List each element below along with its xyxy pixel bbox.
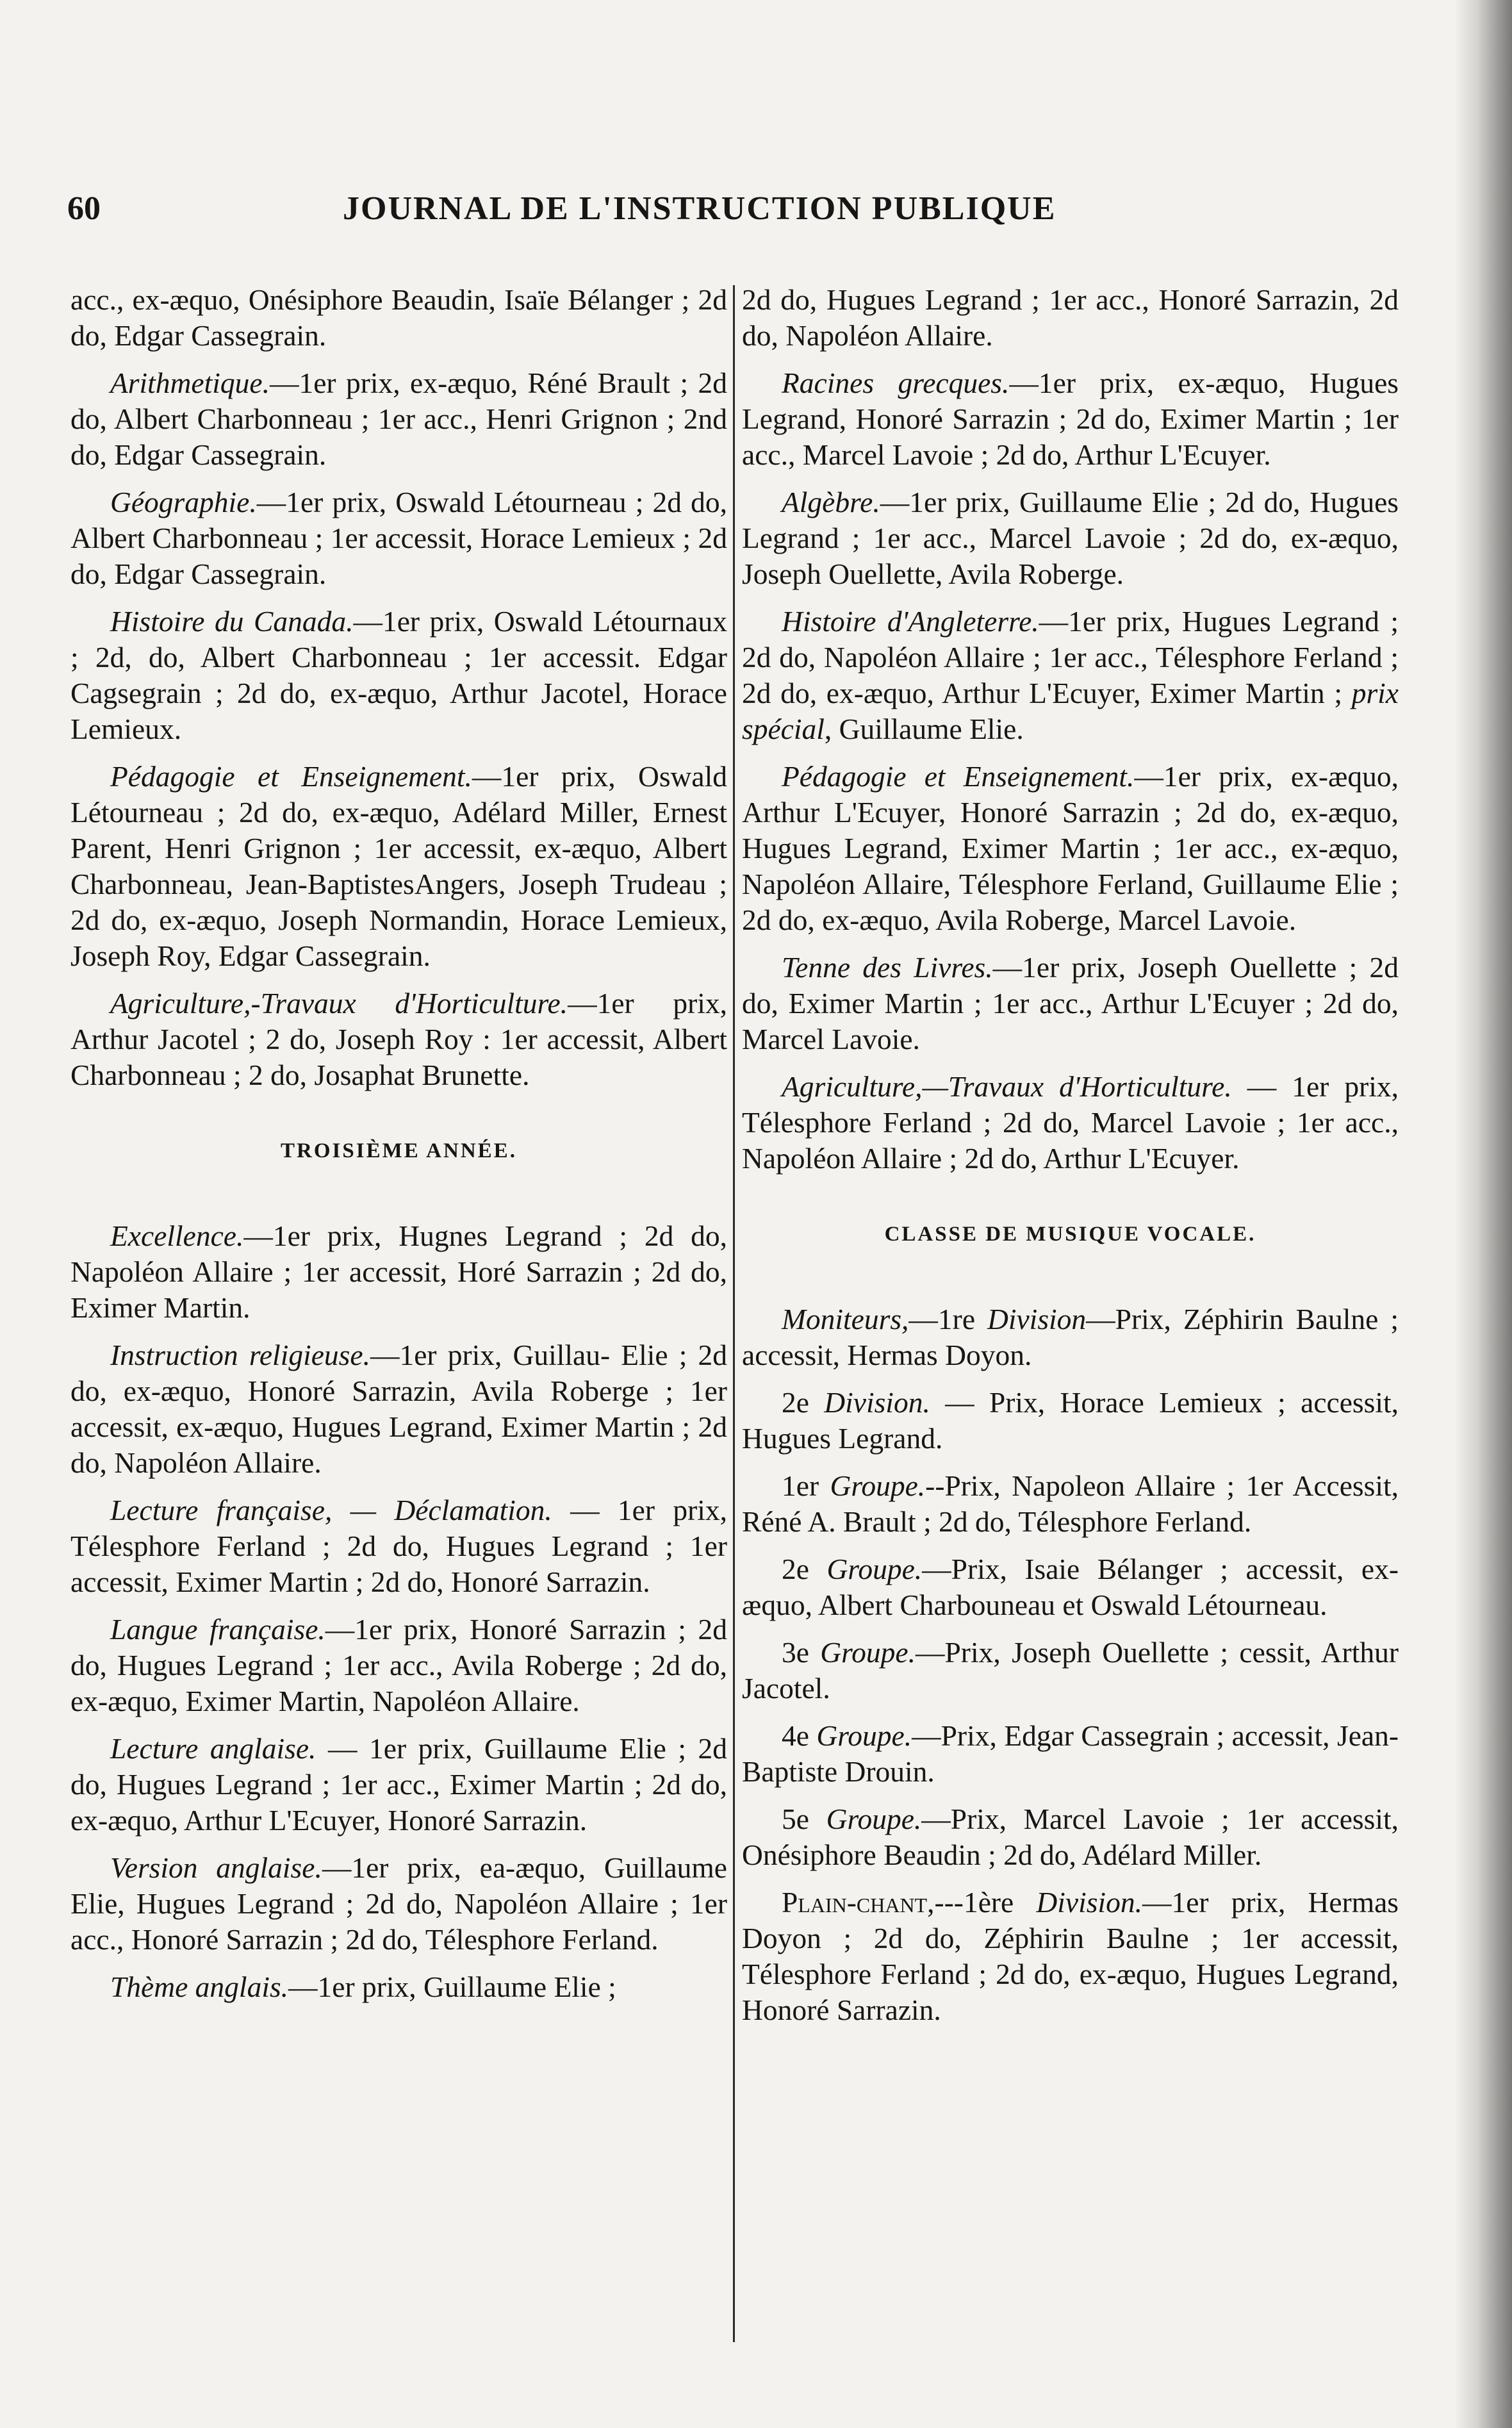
paragraph-text: —1er prix, Oswald Létournaux ; 2d, do, Albert Charbonneau ; 1er accessit. Edgar Cagsegrain ; 2d do, ex-æquo, Arthur Jacotel, Horace Lemieux. — [70, 605, 727, 745]
section-heading-troisieme: TROISIÈME ANNÉE. — [281, 1139, 517, 1162]
subject-title: Langue française. — [110, 1613, 325, 1646]
subject-title: Moniteurs, — [782, 1303, 909, 1335]
paragraph-text-mid: ---1ère — [934, 1886, 1037, 1919]
running-title: JOURNAL DE L'INSTRUCTION PUBLIQUE — [343, 190, 1056, 227]
paragraph-lead: Plain-chant, — [782, 1886, 935, 1919]
paragraph — [70, 1337, 727, 1481]
paragraph — [742, 1385, 1399, 1457]
paragraph-text: —Prix, Zéphirin Baulne ; accessit, Hermas Doyon. — [742, 1303, 1399, 1371]
paragraph — [742, 1301, 1399, 1373]
paragraph-text: —1er prix, Hugnes Legrand ; 2d do, Napoléon Allaire ; 1er accessit, Horé Sarrazin ; 2d do, Eximer Martin. — [70, 1219, 727, 1324]
scan-edge-shadow — [1454, 0, 1512, 2428]
paragraph-lead: 4e — [782, 1719, 817, 1752]
subject-title: Excellence. — [110, 1219, 244, 1252]
page-number: 60 — [67, 190, 101, 227]
paragraph-lead: 3e — [782, 1636, 821, 1669]
paragraph — [742, 1468, 1399, 1540]
paragraph-text: — 1er prix, Télesphore Ferland ; 2d do, Marcel Lavoie ; 1er acc., Napoléon Allaire ; 2d do, Arthur L'Ecuyer. — [742, 1070, 1399, 1175]
subject-title: Tenne des Livres. — [782, 951, 993, 984]
paragraph — [742, 1801, 1399, 1873]
paragraph — [70, 1218, 727, 1326]
paragraph-text: —1er prix, Arthur Jacotel ; 2 do, Joseph Roy : 1er accessit, Albert Charbonneau ; 2 do, Josaphat Brunette. — [70, 987, 727, 1091]
subject-title: Division. — [1036, 1886, 1142, 1919]
paragraph — [70, 759, 727, 974]
left-column — [70, 282, 727, 2017]
paragraph-text: acc., ex-æquo, Onésiphore Beaudin, Isaïe Bélanger ; 2d do, Edgar Cassegrain. — [70, 283, 727, 352]
subject-title: Groupe. — [830, 1469, 926, 1502]
paragraph — [742, 759, 1399, 938]
paragraph — [70, 1492, 727, 1600]
subject-title: Géographie. — [110, 486, 257, 518]
subject-title: Lecture française, — Déclamation. — [110, 1494, 552, 1526]
paragraph-text: —Prix, Edgar Cassegrain ; accessit, Jean-Baptiste Drouin. — [742, 1719, 1399, 1788]
subject-title: Groupe. — [816, 1719, 912, 1752]
paragraph — [70, 1731, 727, 1838]
paragraph-text: —1er prix, Guillaume Elie ; 2d do, Hugues Legrand ; 1er acc., Marcel Lavoie ; 2d do, ex-æquo, Joseph Ouellette, Avila Roberge. — [742, 486, 1399, 590]
paragraph-text-mid: —1re — [908, 1303, 987, 1335]
paragraph — [742, 282, 1399, 354]
subject-title: Agriculture,—Travaux d'Horticulture. — [782, 1070, 1232, 1103]
subject-title: Racines grecques. — [782, 367, 1010, 399]
paragraph-text: —1er prix, Guillaume Elie ; — [288, 1970, 616, 2003]
paragraph — [70, 1612, 727, 1719]
paragraph — [742, 1885, 1399, 2028]
subject-title: Pédagogie et Enseignement. — [782, 760, 1135, 793]
paragraph-text-tail: , Guillaume Elie. — [824, 713, 1024, 745]
paragraph-text: —1er prix, ea-æquo, Guillaume Elie, Hugues Legrand ; 2d do, Napoléon Allaire ; 1er acc., Honoré Sarrazin ; 2d do, Télesphore Ferland. — [70, 1851, 727, 1956]
paragraph-text: — 1er prix, Télesphore Ferland ; 2d do, Hugues Legrand ; 1er accessit, Eximer Martin ; 2d do, Honoré Sarrazin. — [70, 1494, 728, 1598]
subject-title: Groupe. — [826, 1803, 922, 1835]
paragraph-text: —1er prix, ex-æquo, Hugues Legrand, Honoré Sarrazin ; 2d do, Eximer Martin ; 1er acc., Marcel Lavoie ; 2d do, Arthur L'Ecuyer. — [742, 367, 1399, 471]
paragraph — [742, 604, 1399, 747]
paragraph — [70, 1969, 727, 2005]
paragraph — [742, 484, 1399, 592]
page-header — [67, 190, 1413, 247]
right-column — [742, 282, 1399, 2040]
subject-title: Algèbre. — [782, 486, 880, 518]
paragraph-text: —1er prix, Oswald Létourneau ; 2d do, ex-æquo, Adélard Miller, Ernest Parent, Henri Grignon ; 1er accessit, ex-æquo, Albert Charbonneau, Jean-BaptistesAngers, Joseph Trudeau ; 2d do, ex-æquo, Joseph Normandin, Horace Lemieux, Joseph Roy, Edgar Cassegrain. — [70, 760, 728, 972]
paragraph-text: —Prix, Isaie Bélanger ; accessit, ex-æquo, Albert Charbouneau et Oswald Létourneau. — [742, 1553, 1399, 1621]
paragraph — [70, 484, 727, 592]
subject-title: Lecture anglaise. — [110, 1732, 316, 1765]
paragraph-lead: 2e — [782, 1386, 825, 1419]
subject-title-2: Division — [987, 1303, 1087, 1335]
paragraph — [70, 1850, 727, 1958]
subject-title: Division. — [824, 1386, 930, 1419]
subject-title: Histoire d'Angleterre. — [782, 605, 1039, 638]
paragraph — [70, 604, 727, 747]
paragraph-text: 2d do, Hugues Legrand ; 1er acc., Honoré Sarrazin, 2d do, Napoléon Allaire. — [742, 283, 1399, 352]
subject-title: Groupe. — [826, 1553, 923, 1585]
paragraph-text: —1er prix, Guillau- Elie ; 2d do, ex-æquo, Honoré Sarrazin, Avila Roberge ; 1er accessit, ex-æquo, Hugues Legrand, Eximer Martin ; 2d do, Napoléon Allaire. — [70, 1339, 728, 1479]
subject-title: Thème anglais. — [110, 1970, 289, 2003]
subject-title: Agriculture,-Travaux d'Horticulture. — [110, 987, 568, 1020]
paragraph — [742, 365, 1399, 473]
paragraph-text: — 1er prix, Guillaume Elie ; 2d do, Hugues Legrand ; 1er acc., Eximer Martin ; 2d do, ex-æquo, Arthur L'Ecuyer, Honoré Sarrazin. — [70, 1732, 728, 1837]
section-heading-musique: CLASSE DE MUSIQUE VOCALE. — [884, 1223, 1256, 1246]
subject-title: Instruction religieuse. — [110, 1339, 370, 1371]
paragraph — [742, 1718, 1399, 1790]
paragraph-lead: 2e — [782, 1553, 827, 1585]
paragraph — [70, 282, 727, 354]
subject-title: Pédagogie et Enseignement. — [110, 760, 472, 793]
paragraph-lead: 1er — [782, 1469, 830, 1502]
paragraph-text: —1er prix, Hermas Doyon ; 2d do, Zéphirin Baulne ; 1er accessit, Télesphore Ferland ; 2d do, ex-æquo, Hugues Legrand, Honoré Sarrazin. — [742, 1886, 1399, 2026]
paragraph-text: —1er prix, Honoré Sarrazin ; 2d do, Hugues Legrand ; 1er acc., Avila Roberge ; 2d do, ex-æquo, Eximer Martin, Napoléon Allaire. — [70, 1613, 728, 1717]
subject-title: Histoire du Canada. — [110, 605, 354, 638]
subject-title: Groupe. — [820, 1636, 916, 1669]
paragraph-text: —1er prix, Hugues Legrand ; 2d do, Napoléon Allaire ; 1er acc., Télesphore Ferland ; 2d do, ex-æquo, Arthur L'Ecuyer, Eximer Martin ; — [742, 605, 1399, 709]
paragraph — [70, 986, 727, 1093]
paragraph — [742, 1635, 1399, 1706]
paragraph-text: —1er prix, ex-æquo, Arthur L'Ecuyer, Honoré Sarrazin ; 2d do, ex-æquo, Hugues Legrand, Eximer Martin ; 1er acc., ex-æquo, Napoléon Allaire, Télesphore Ferland, Guillaume Elie ; 2d do, ex-æquo, Avila Roberge, Marcel Lavoie. — [742, 760, 1399, 936]
special-prize-label: prix spécial — [742, 677, 1399, 745]
paragraph-text: — Prix, Horace Lemieux ; accessit, Hugues Legrand. — [742, 1386, 1399, 1455]
paragraph — [742, 1551, 1399, 1623]
paragraph-text: --Prix, Napoleon Allaire ; 1er Accessit, Réné A. Brault ; 2d do, Télesphore Ferland. — [742, 1469, 1399, 1538]
paragraph-text: —1er prix, Oswald Létourneau ; 2d do, Albert Charbonneau ; 1er accessit, Horace Lemieux ; 2d do, Edgar Cassegrain. — [70, 486, 727, 590]
paragraph — [742, 1069, 1399, 1177]
subject-title: Version anglaise. — [110, 1851, 322, 1884]
paragraph-text: —Prix, Joseph Ouellette ; cessit, Arthur Jacotel. — [742, 1636, 1399, 1705]
subject-title: Arithmetique. — [110, 367, 270, 399]
paragraph — [70, 365, 727, 473]
paragraph-text: —1er prix, ex-æquo, Réné Brault ; 2d do, Albert Charbonneau ; 1er acc., Henri Grignon ; 2nd do, Edgar Cassegrain. — [70, 367, 727, 471]
paragraph-text: —1er prix, Joseph Ouellette ; 2d do, Eximer Martin ; 1er acc., Arthur L'Ecuyer ; 2d do, Marcel Lavoie. — [742, 951, 1399, 1055]
paragraph-lead: 5e — [782, 1803, 826, 1835]
paragraph-text: —Prix, Marcel Lavoie ; 1er accessit, Onésiphore Beaudin ; 2d do, Adélard Miller. — [742, 1803, 1399, 1871]
paragraph — [742, 950, 1399, 1057]
column-divider — [733, 285, 735, 2342]
